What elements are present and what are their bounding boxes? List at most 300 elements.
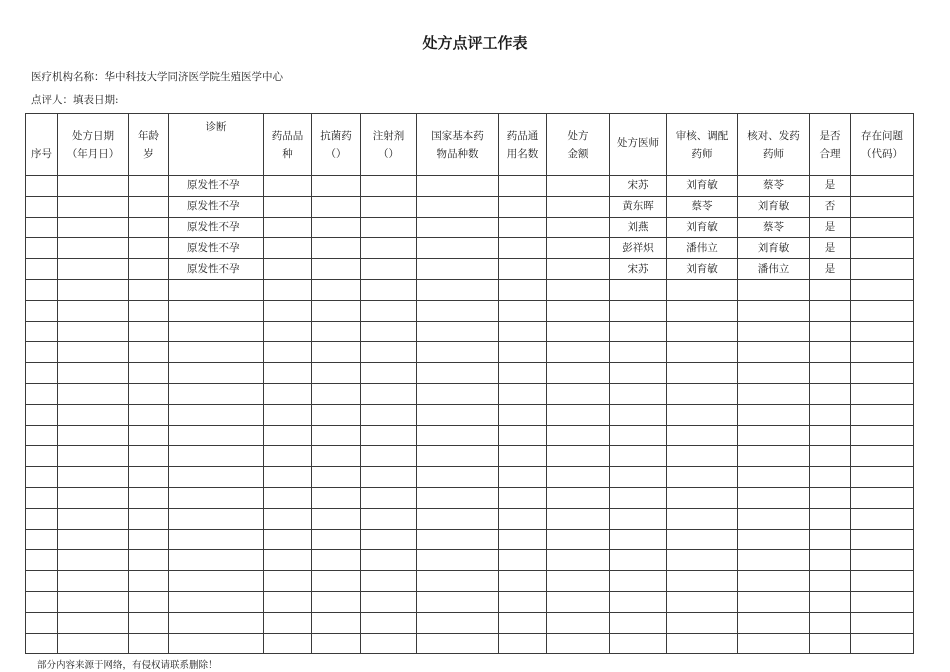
table-cell	[851, 279, 914, 300]
header-row	[26, 114, 914, 176]
table-cell	[26, 550, 58, 571]
table-cell	[312, 550, 361, 571]
table-cell	[547, 176, 610, 197]
table-cell	[361, 321, 417, 342]
col-header-reasonable: 是否 合理	[810, 114, 851, 176]
table-row	[26, 612, 914, 633]
table-cell	[264, 550, 312, 571]
table-cell	[361, 633, 417, 654]
table-cell	[129, 508, 169, 529]
table-cell	[810, 363, 851, 384]
dispenser-cell: 刘育敏	[738, 238, 810, 259]
table-cell	[499, 508, 547, 529]
table-cell	[129, 217, 169, 238]
table-cell	[610, 612, 667, 633]
table-cell	[169, 300, 264, 321]
table-cell	[361, 176, 417, 197]
table-cell	[361, 279, 417, 300]
table-cell	[169, 529, 264, 550]
table-cell	[312, 446, 361, 467]
reviewer-cell: 刘育敏	[667, 176, 738, 197]
table-cell	[667, 550, 738, 571]
table-cell	[264, 467, 312, 488]
table-cell	[361, 487, 417, 508]
table-cell	[58, 321, 129, 342]
table-cell	[417, 467, 499, 488]
table-cell	[738, 321, 810, 342]
table-cell	[547, 591, 610, 612]
table-cell	[264, 508, 312, 529]
table-cell	[58, 529, 129, 550]
diagnosis-cell: 原发性不孕	[169, 238, 264, 259]
table-cell	[417, 550, 499, 571]
table-cell	[851, 196, 914, 217]
table-cell	[264, 321, 312, 342]
table-cell	[264, 487, 312, 508]
table-cell	[264, 404, 312, 425]
table-cell	[361, 508, 417, 529]
table-cell	[129, 321, 169, 342]
table-cell	[499, 446, 547, 467]
diagnosis-cell: 原发性不孕	[169, 196, 264, 217]
table-cell	[667, 363, 738, 384]
table-cell	[499, 238, 547, 259]
table-cell	[312, 591, 361, 612]
table-cell	[361, 238, 417, 259]
table-cell	[499, 363, 547, 384]
table-cell	[417, 259, 499, 280]
table-cell	[312, 508, 361, 529]
table-row	[26, 404, 914, 425]
table-cell	[610, 529, 667, 550]
table-cell	[26, 196, 58, 217]
table-cell	[169, 612, 264, 633]
table-cell	[361, 571, 417, 592]
table-cell	[417, 612, 499, 633]
table-cell	[312, 404, 361, 425]
table-cell	[312, 300, 361, 321]
table-cell	[499, 176, 547, 197]
table-cell	[499, 571, 547, 592]
table-cell	[361, 591, 417, 612]
table-cell	[58, 467, 129, 488]
table-cell	[810, 508, 851, 529]
table-cell	[129, 363, 169, 384]
table-cell	[738, 363, 810, 384]
col-header-doctor: 处方医师	[610, 114, 667, 176]
table-cell	[361, 300, 417, 321]
table-cell	[26, 612, 58, 633]
table-row	[26, 467, 914, 488]
table-cell	[417, 425, 499, 446]
table-cell	[851, 571, 914, 592]
table-cell	[810, 571, 851, 592]
table-cell	[129, 259, 169, 280]
table-cell	[810, 446, 851, 467]
table-cell	[169, 467, 264, 488]
page-title: 处方点评工作表	[422, 34, 528, 52]
table-cell	[667, 591, 738, 612]
table-cell	[129, 550, 169, 571]
table-cell	[667, 383, 738, 404]
table-cell	[58, 238, 129, 259]
reviewer-cell: 刘育敏	[667, 217, 738, 238]
table-cell	[129, 342, 169, 363]
table-cell	[851, 342, 914, 363]
table-cell	[264, 612, 312, 633]
col-header-amount: 处方 金额	[547, 114, 610, 176]
table-cell	[810, 591, 851, 612]
table-cell	[547, 487, 610, 508]
table-cell	[169, 633, 264, 654]
dispenser-cell: 刘育敏	[738, 196, 810, 217]
table-cell	[129, 467, 169, 488]
reviewer-cell: 潘伟立	[667, 238, 738, 259]
table-cell	[738, 633, 810, 654]
table-cell	[58, 446, 129, 467]
col-header-dispenser: 核对、发药 药师	[738, 114, 810, 176]
table-cell	[547, 238, 610, 259]
table-cell	[547, 529, 610, 550]
table-cell	[851, 467, 914, 488]
table-cell	[58, 383, 129, 404]
table-cell	[547, 508, 610, 529]
table-cell	[417, 633, 499, 654]
table-cell	[547, 196, 610, 217]
table-row	[26, 571, 914, 592]
doctor-cell: 宋苏	[610, 176, 667, 197]
reasonable-cell: 是	[810, 176, 851, 197]
table-cell	[169, 425, 264, 446]
table-cell	[361, 550, 417, 571]
table-cell	[738, 404, 810, 425]
table-cell	[264, 571, 312, 592]
table-cell	[851, 612, 914, 633]
table-cell	[667, 633, 738, 654]
table-cell	[169, 321, 264, 342]
diagnosis-cell: 原发性不孕	[169, 259, 264, 280]
table-cell	[667, 321, 738, 342]
table-cell	[810, 612, 851, 633]
table-cell	[499, 529, 547, 550]
table-cell	[547, 342, 610, 363]
table-row	[26, 425, 914, 446]
table-cell	[58, 571, 129, 592]
table-cell	[610, 550, 667, 571]
table-cell	[26, 633, 58, 654]
table-cell	[417, 238, 499, 259]
table-cell	[547, 467, 610, 488]
table-cell	[738, 467, 810, 488]
table-cell	[499, 591, 547, 612]
table-cell	[851, 404, 914, 425]
table-row	[26, 550, 914, 571]
table-cell	[851, 446, 914, 467]
table-cell	[361, 467, 417, 488]
table-cell	[26, 342, 58, 363]
table-cell	[810, 550, 851, 571]
reviewer-cell: 刘育敏	[667, 259, 738, 280]
reasonable-cell: 是	[810, 238, 851, 259]
table-cell	[264, 446, 312, 467]
table-cell	[417, 508, 499, 529]
table-cell	[610, 300, 667, 321]
table-cell	[667, 612, 738, 633]
table-cell	[417, 217, 499, 238]
table-cell	[499, 612, 547, 633]
col-header-antibiotics: 抗菌药 （）	[312, 114, 361, 176]
table-cell	[499, 196, 547, 217]
table-cell	[547, 425, 610, 446]
col-header-drug-varieties: 药品品 种	[264, 114, 312, 176]
table-cell	[547, 300, 610, 321]
table-cell	[547, 612, 610, 633]
table-cell	[129, 571, 169, 592]
table-cell	[169, 383, 264, 404]
table-cell	[667, 300, 738, 321]
table-cell	[547, 404, 610, 425]
table-cell	[129, 633, 169, 654]
table-cell	[499, 300, 547, 321]
table-cell	[499, 550, 547, 571]
table-cell	[851, 300, 914, 321]
table-cell	[264, 196, 312, 217]
table-cell	[610, 508, 667, 529]
col-header-age: 年龄 岁	[129, 114, 169, 176]
table-cell	[129, 591, 169, 612]
table-cell	[547, 279, 610, 300]
table-cell	[810, 425, 851, 446]
table-cell	[129, 404, 169, 425]
table-cell	[610, 342, 667, 363]
table-cell	[58, 404, 129, 425]
table-cell	[264, 591, 312, 612]
table-cell	[312, 363, 361, 384]
table-cell	[129, 279, 169, 300]
table-cell	[667, 342, 738, 363]
table-row	[26, 383, 914, 404]
table-cell	[667, 279, 738, 300]
table-cell	[667, 467, 738, 488]
table-cell	[738, 612, 810, 633]
doctor-cell: 彭祥炽	[610, 238, 667, 259]
table-cell	[169, 508, 264, 529]
table-cell	[547, 383, 610, 404]
dispenser-cell: 潘伟立	[738, 259, 810, 280]
table-cell	[738, 550, 810, 571]
table-cell	[810, 404, 851, 425]
table-cell	[499, 217, 547, 238]
table-cell	[610, 321, 667, 342]
table-cell	[810, 279, 851, 300]
table-cell	[264, 176, 312, 197]
table-cell	[667, 404, 738, 425]
table-cell	[129, 383, 169, 404]
table-cell	[738, 508, 810, 529]
doctor-cell: 宋苏	[610, 259, 667, 280]
table-cell	[58, 633, 129, 654]
table-cell	[58, 591, 129, 612]
table-cell	[810, 383, 851, 404]
table-cell	[417, 342, 499, 363]
table-cell	[610, 279, 667, 300]
table-cell	[361, 446, 417, 467]
table-cell	[361, 217, 417, 238]
table-cell	[58, 217, 129, 238]
table-cell	[264, 259, 312, 280]
table-cell	[169, 550, 264, 571]
table-cell	[169, 363, 264, 384]
table-cell	[129, 529, 169, 550]
col-header-index: 序号	[26, 114, 58, 176]
table-cell	[547, 571, 610, 592]
table-row	[26, 176, 914, 197]
dispenser-cell: 蔡苓	[738, 217, 810, 238]
table-cell	[810, 633, 851, 654]
table-cell	[417, 383, 499, 404]
table-cell	[499, 487, 547, 508]
table-row	[26, 321, 914, 342]
table-cell	[499, 404, 547, 425]
table-row	[26, 446, 914, 467]
table-row	[26, 363, 914, 384]
table-cell	[312, 612, 361, 633]
table-cell	[810, 300, 851, 321]
table-cell	[58, 508, 129, 529]
table-cell	[26, 529, 58, 550]
table-cell	[312, 238, 361, 259]
table-cell	[169, 342, 264, 363]
table-cell	[312, 321, 361, 342]
table-cell	[312, 279, 361, 300]
table-cell	[610, 633, 667, 654]
table-row	[26, 508, 914, 529]
table-cell	[851, 487, 914, 508]
table-cell	[417, 591, 499, 612]
table-cell	[851, 591, 914, 612]
table-cell	[312, 487, 361, 508]
table-cell	[58, 425, 129, 446]
table-cell	[499, 321, 547, 342]
table-cell	[26, 508, 58, 529]
table-cell	[312, 259, 361, 280]
table-cell	[738, 487, 810, 508]
table-cell	[667, 571, 738, 592]
table-cell	[26, 321, 58, 342]
table-cell	[547, 321, 610, 342]
table-cell	[361, 404, 417, 425]
table-cell	[361, 383, 417, 404]
table-cell	[417, 404, 499, 425]
table-cell	[738, 342, 810, 363]
table-cell	[738, 446, 810, 467]
table-cell	[264, 342, 312, 363]
table-cell	[129, 196, 169, 217]
table-cell	[26, 591, 58, 612]
table-cell	[851, 633, 914, 654]
table-cell	[499, 279, 547, 300]
table-cell	[169, 446, 264, 467]
table-cell	[738, 591, 810, 612]
table-cell	[499, 383, 547, 404]
prescription-review-table	[25, 113, 914, 654]
table-row	[26, 591, 914, 612]
table-cell	[264, 363, 312, 384]
table-cell	[547, 550, 610, 571]
table-cell	[610, 591, 667, 612]
table-cell	[851, 238, 914, 259]
table-cell	[26, 217, 58, 238]
table-row	[26, 217, 914, 238]
table-cell	[810, 487, 851, 508]
table-cell	[417, 446, 499, 467]
table-cell	[499, 633, 547, 654]
table-cell	[26, 425, 58, 446]
col-header-essential-drugs: 国家基本药 物品种数	[417, 114, 499, 176]
table-cell	[810, 342, 851, 363]
table-cell	[264, 529, 312, 550]
table-row	[26, 529, 914, 550]
doctor-cell: 刘燕	[610, 217, 667, 238]
table-cell	[312, 467, 361, 488]
table-cell	[169, 279, 264, 300]
table-cell	[417, 300, 499, 321]
table-cell	[361, 259, 417, 280]
col-header-reviewer: 审核、调配 药师	[667, 114, 738, 176]
table-cell	[129, 446, 169, 467]
table-cell	[361, 363, 417, 384]
table-cell	[417, 487, 499, 508]
reasonable-cell: 是	[810, 217, 851, 238]
table-cell	[58, 259, 129, 280]
table-cell	[129, 238, 169, 259]
table-cell	[58, 279, 129, 300]
table-cell	[26, 487, 58, 508]
table-cell	[610, 467, 667, 488]
reasonable-cell: 是	[810, 259, 851, 280]
table-cell	[547, 259, 610, 280]
doctor-cell: 黄东晖	[610, 196, 667, 217]
table-cell	[58, 176, 129, 197]
table-cell	[667, 529, 738, 550]
table-cell	[738, 300, 810, 321]
table-cell	[129, 300, 169, 321]
table-cell	[738, 279, 810, 300]
table-cell	[851, 508, 914, 529]
table-cell	[26, 279, 58, 300]
table-cell	[264, 238, 312, 259]
table-cell	[667, 487, 738, 508]
table-cell	[264, 217, 312, 238]
table-cell	[361, 342, 417, 363]
table-cell	[312, 196, 361, 217]
table-cell	[312, 529, 361, 550]
table-cell	[58, 196, 129, 217]
table-cell	[417, 529, 499, 550]
table-cell	[361, 529, 417, 550]
table-cell	[738, 425, 810, 446]
table-row	[26, 238, 914, 259]
table-cell	[851, 425, 914, 446]
table-cell	[58, 363, 129, 384]
table-cell	[810, 321, 851, 342]
table-cell	[851, 217, 914, 238]
table-cell	[264, 279, 312, 300]
diagnosis-cell: 原发性不孕	[169, 176, 264, 197]
col-header-issue-code: 存在问题 （代码）	[851, 114, 914, 176]
footer-note: 部分内容来源于网络，有侵权请联系删除！	[37, 660, 218, 671]
table-cell	[312, 425, 361, 446]
